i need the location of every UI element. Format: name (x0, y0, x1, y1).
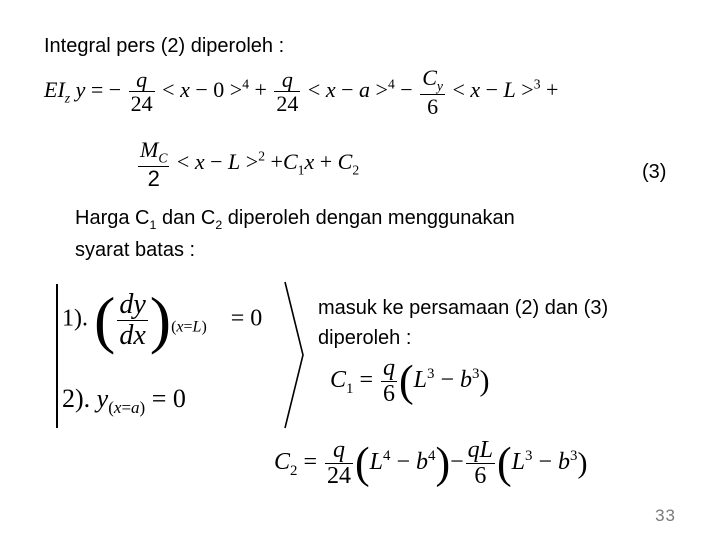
heading: Integral pers (2) diperoleh : (44, 35, 285, 57)
boundary-intro-line-2: syarat batas : (75, 239, 196, 261)
boundary-intro: Harga $C_1$ dan $C_2$ diperoleh dengan menggunakan (75, 207, 515, 232)
result-intro-line-1: masuk ke persamaan (2) dan (3) (318, 297, 609, 319)
boundary-bracket-right (283, 280, 307, 430)
equation-number: (3) (642, 161, 667, 183)
boundary-condition-2: 2). $y_{(x=a)} = 0$ (62, 384, 186, 418)
c2-result: $C_2$ = $\frac{q}{24}$ $(L^4 - b^4)-$ $\frac{qL}{6}$ $(L^3 - b^3)$ (274, 437, 588, 490)
page-number: 33 (655, 506, 676, 525)
boundary-condition-1: 1). ( $\frac{dy}{dx}$ )$_{(x=L)}$ = 0 (62, 284, 263, 355)
result-intro-line-2: diperoleh : (318, 327, 412, 349)
equation-3-line-1: $EI_z$ y = − $\frac{q}{24}$ < x − 0 >$^4$ + $\frac{q}{24}$ < x − a >$^4$ − $\frac{C_y}{6}$ < x − L >$^3$ + (44, 65, 559, 119)
boundary-bracket-left (56, 284, 58, 428)
c1-result: $C_1$ = $\frac{q}{6}$ $(L^3 - b^3)$ (330, 355, 490, 408)
equation-3-line-2: $\frac{M_C}{2}$ < $x - L >^2 +C_1x + C_2$ (140, 137, 360, 191)
